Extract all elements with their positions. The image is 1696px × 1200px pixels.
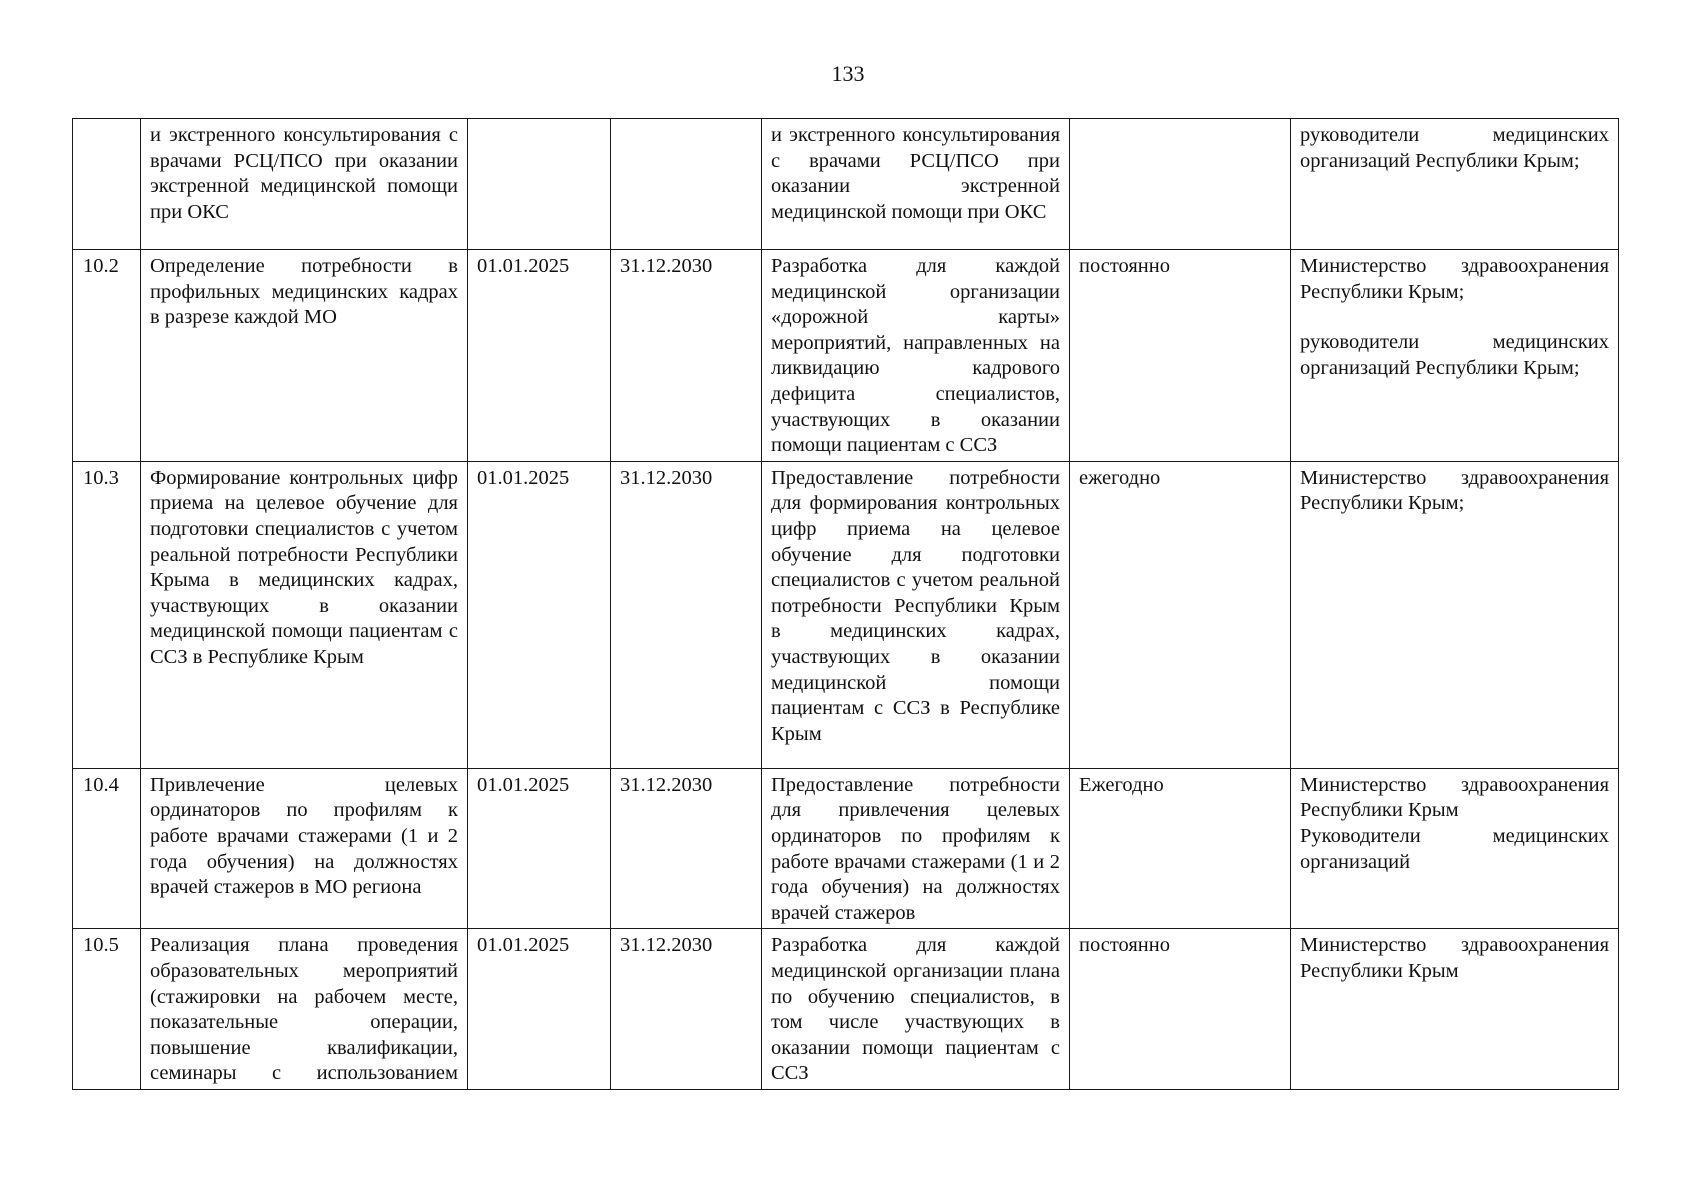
start-date: 01.01.2025 [468, 250, 611, 462]
end-date: 31.12.2030 [611, 768, 762, 929]
frequency: постоянно [1070, 929, 1291, 1090]
end-date: 31.12.2030 [611, 929, 762, 1090]
frequency: постоянно [1070, 250, 1291, 462]
end-date: 31.12.2030 [611, 461, 762, 768]
responsible-line: Министерство здравоохранения Республики Крым [1300, 773, 1609, 822]
end-date: 31.12.2030 [611, 250, 762, 462]
responsible [1291, 461, 1619, 768]
measure-name: Определение потребности в профильных медицинских кадрах в разрезе каждой МО [141, 250, 468, 462]
frequency [1070, 119, 1291, 250]
measure-result: Предоставление потребности для формирования контрольных цифр приема на целевое обучение для подготовки специалистов с учетом реальной потребности Республики Крым в медицинских кадрах, участвующих в оказании медицинской помощи пациентам с ССЗ в Республике Крым [762, 461, 1070, 768]
row-number: 10.5 [73, 929, 141, 1090]
start-date [468, 119, 611, 250]
table-row [73, 119, 1619, 250]
end-date [611, 119, 762, 250]
responsible-line: Министерство здравоохранения Республики Крым [1300, 934, 1609, 982]
responsible [1291, 768, 1619, 929]
start-date: 01.01.2025 [468, 929, 611, 1090]
responsible-line: Руководители медицинских организаций [1300, 824, 1609, 873]
measure-result: Предоставление потребности для привлечения целевых ординаторов по профилям к работе врачами стажерами (1 и 2 года обучения) на должностях врачей стажеров [762, 768, 1070, 929]
measure-name: Реализация плана проведения образовательных мероприятий (стажировки на рабочем месте, показательные операции, повышение квалификации, семинары с использованием [141, 929, 468, 1090]
responsible-spacer [1300, 305, 1609, 330]
row-number: 10.2 [73, 250, 141, 462]
responsible-line: Министерство здравоохранения Республики Крым; [1300, 255, 1609, 303]
measure-name: Формирование контрольных цифр приема на целевое обучение для подготовки специалистов с учетом реальной потребности Республики Крыма в медицинских кадрах, участвующих в оказании медицинской помощи пациентам с ССЗ в Республике Крым [141, 461, 468, 768]
measure-result: Разработка для каждой медицинской организации «дорожной карты» мероприятий, направленных на ликвидацию кадрового дефицита специалистов, участвующих в оказании помощи пациентам с ССЗ [762, 250, 1070, 462]
table-row [73, 929, 1619, 1090]
responsible [1291, 250, 1619, 462]
page-number: 133 [831, 61, 865, 86]
table-row [73, 461, 1619, 768]
measure-result: Разработка для каждой медицинской организации плана по обучению специалистов, в том числе участвующих в оказании помощи пациентам с ССЗ [762, 929, 1070, 1090]
measure-result: и экстренного консультирования с врачами РСЦ/ПСО при оказании экстренной медицинской помощи при ОКС [762, 119, 1070, 250]
frequency: Ежегодно [1070, 768, 1291, 929]
measure-name: Привлечение целевых ординаторов по профилям к работе врачами стажерами (1 и 2 года обучения) на должностях врачей стажеров в МО региона [141, 768, 468, 929]
measures-table [72, 118, 1619, 1090]
table-row [73, 250, 1619, 462]
frequency: ежегодно [1070, 461, 1291, 768]
responsible-line: руководители медицинских организаций Республики Крым; [1300, 124, 1609, 172]
start-date: 01.01.2025 [468, 461, 611, 768]
row-number: 10.4 [73, 768, 141, 929]
responsible-line: руководители медицинских организаций Республики Крым; [1300, 331, 1609, 379]
row-number [73, 119, 141, 250]
start-date: 01.01.2025 [468, 768, 611, 929]
row-number: 10.3 [73, 461, 141, 768]
responsible [1291, 119, 1619, 250]
table-row [73, 768, 1619, 929]
responsible-line: Министерство здравоохранения Республики Крым; [1300, 466, 1609, 515]
measure-name: и экстренного консультирования с врачами РСЦ/ПСО при оказании экстренной медицинской помощи при ОКС [141, 119, 468, 250]
responsible [1291, 929, 1619, 1090]
